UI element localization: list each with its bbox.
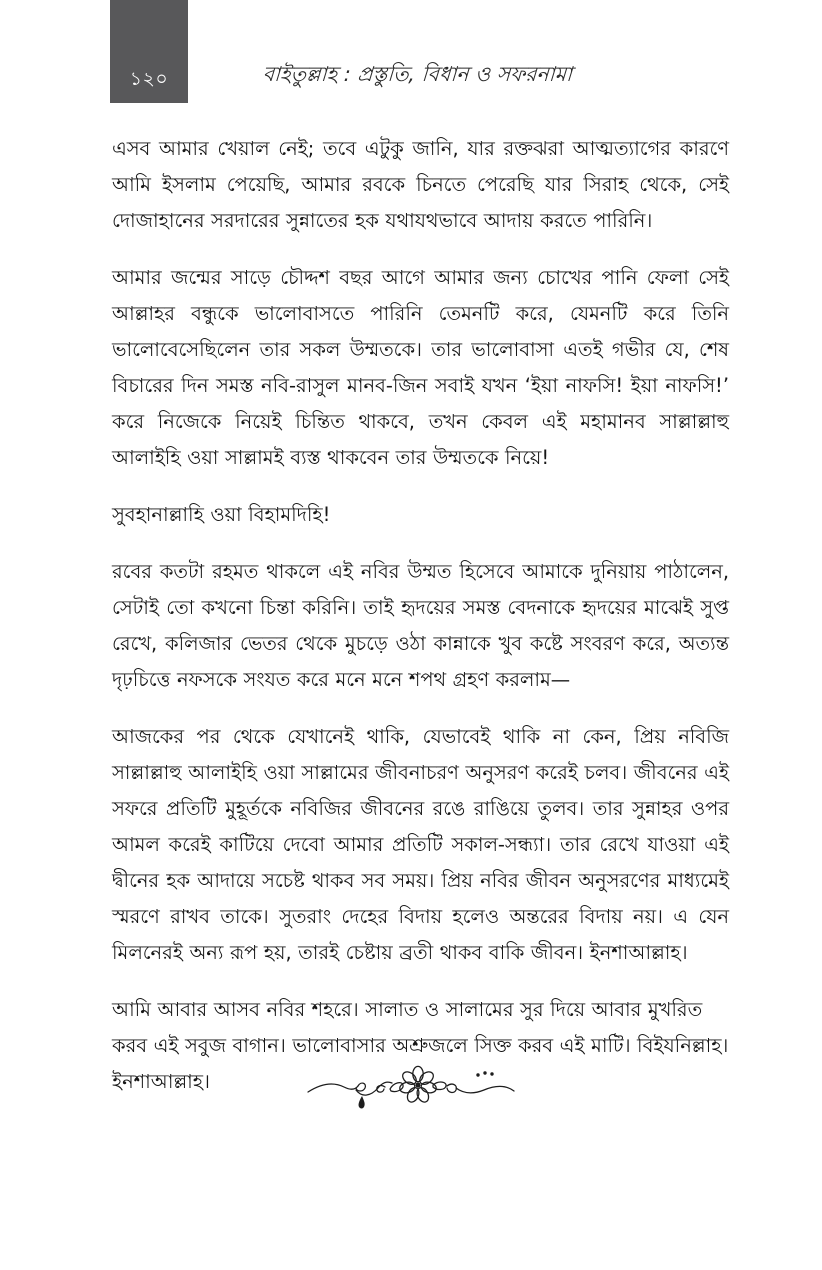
page-number-box (110, 0, 188, 103)
page-number: ১২০ (129, 68, 169, 90)
paragraph: আমার জন্মের সাড়ে চৌদ্দশ বছর আগে আমার জন্য চোখের পানি ফেলা সেই আল্লাহর বন্ধুকে ভালোবাসতে পারিনি তেমনটি করে, যেমনটি করে তিনি ভালোবেসেছিলেন তার সকল উম্মতকে। তার ভালোবাসা এতই গভীর যে, শেষ বিচারের দিন সমস্ত নবি-রাসুল মানব-জিন সবাই যখন ‘ইয়া নাফসি! ইয়া নাফসি!’ করে নিজেকে নিয়েই চিন্তিত থাকবে, তখন কেবল এই মহামানব সাল্লাল্লাহু আলাইহি ওয়া সাল্লামই ব্যস্ত থাকবেন তার উম্মতকে নিয়ে! (112, 266, 729, 469)
floral-divider-ornament (306, 1052, 516, 1118)
paragraph: আমি আবার আসব নবির শহরে। সালাত ও সালামের সুর দিয়ে আবার মুখরিত করব এই সবুজ বাগান। ভালোবাসার অশ্রুজলে সিক্ত করব এই মাটি। বিইযনিল্লাহ। ইনশাআল্লাহ। (112, 998, 729, 1093)
paragraph: আজকের পর থেকে যেখানেই থাকি, যেভাবেই থাকি না কেন, প্রিয় নবিজি সাল্লাল্লাহু আলাইহি ওয়া সাল্লামের জীবনাচরণ অনুসরণ করেই চলব। জীবনের এই সফরে প্রতিটি মুহূর্তকে নবিজির জীবনের রঙে রাঙিয়ে তুলব। তার সুন্নাহর ওপর আমল করেই কাটিয়ে দেবো আমার প্রতিটি সকাল-সন্ধ্যা। তার রেখে যাওয়া এই দ্বীনের হক আদায়ে সচেষ্ট থাকব সব সময়। প্রিয় নবির জীবন অনুসরণের মাধ্যমেই স্মরণে রাখব তাকে। সুতরাং দেহের বিদায় হলেও অন্তরের বিদায় নয়। এ যেন মিলনেরই অন্য রূপ হয়, তারই চেষ্টায় ব্রতী থাকব বাকি জীবন। ইনশাআল্লাহ। (112, 725, 729, 964)
running-head (0, 0, 822, 110)
body-text-column (112, 131, 729, 1100)
running-title: বাইতুল্লাহ : প্রস্তুতি, বিধান ও সফরনামা (262, 62, 573, 86)
paragraph: রবের কতটা রহমত থাকলে এই নবির উম্মত হিসেবে আমাকে দুনিয়ায় পাঠালেন, সেটাই তো কখনো চিন্তা করিনি। তাই হৃদয়ের সমস্ত বেদনাকে হৃদয়ের মাঝেই সুপ্ত রেখে, কলিজার ভেতর থেকে মুচড়ে ওঠা কান্নাকে খুব কষ্টে সংবরণ করে, অত্যন্ত দৃঢ়চিত্তে নফসকে সংযত করে মনে মনে শপথ গ্রহণ করলাম— (112, 560, 729, 691)
paragraph: সুবহানাল্লাহি ওয়া বিহামদিহি! (112, 503, 331, 526)
paragraph: এসব আমার খেয়াল নেই; তবে এটুকু জানি, যার রক্তঝরা আত্মত্যাগের কারণে আমি ইসলাম পেয়েছি, আমার রবকে চিনতে পেরেছি যার সিরাহ থেকে, সেই দোজাহানের সরদারের সুন্নাতের হক যথাযথভাবে আদায় করতে পারিনি। (112, 137, 729, 232)
